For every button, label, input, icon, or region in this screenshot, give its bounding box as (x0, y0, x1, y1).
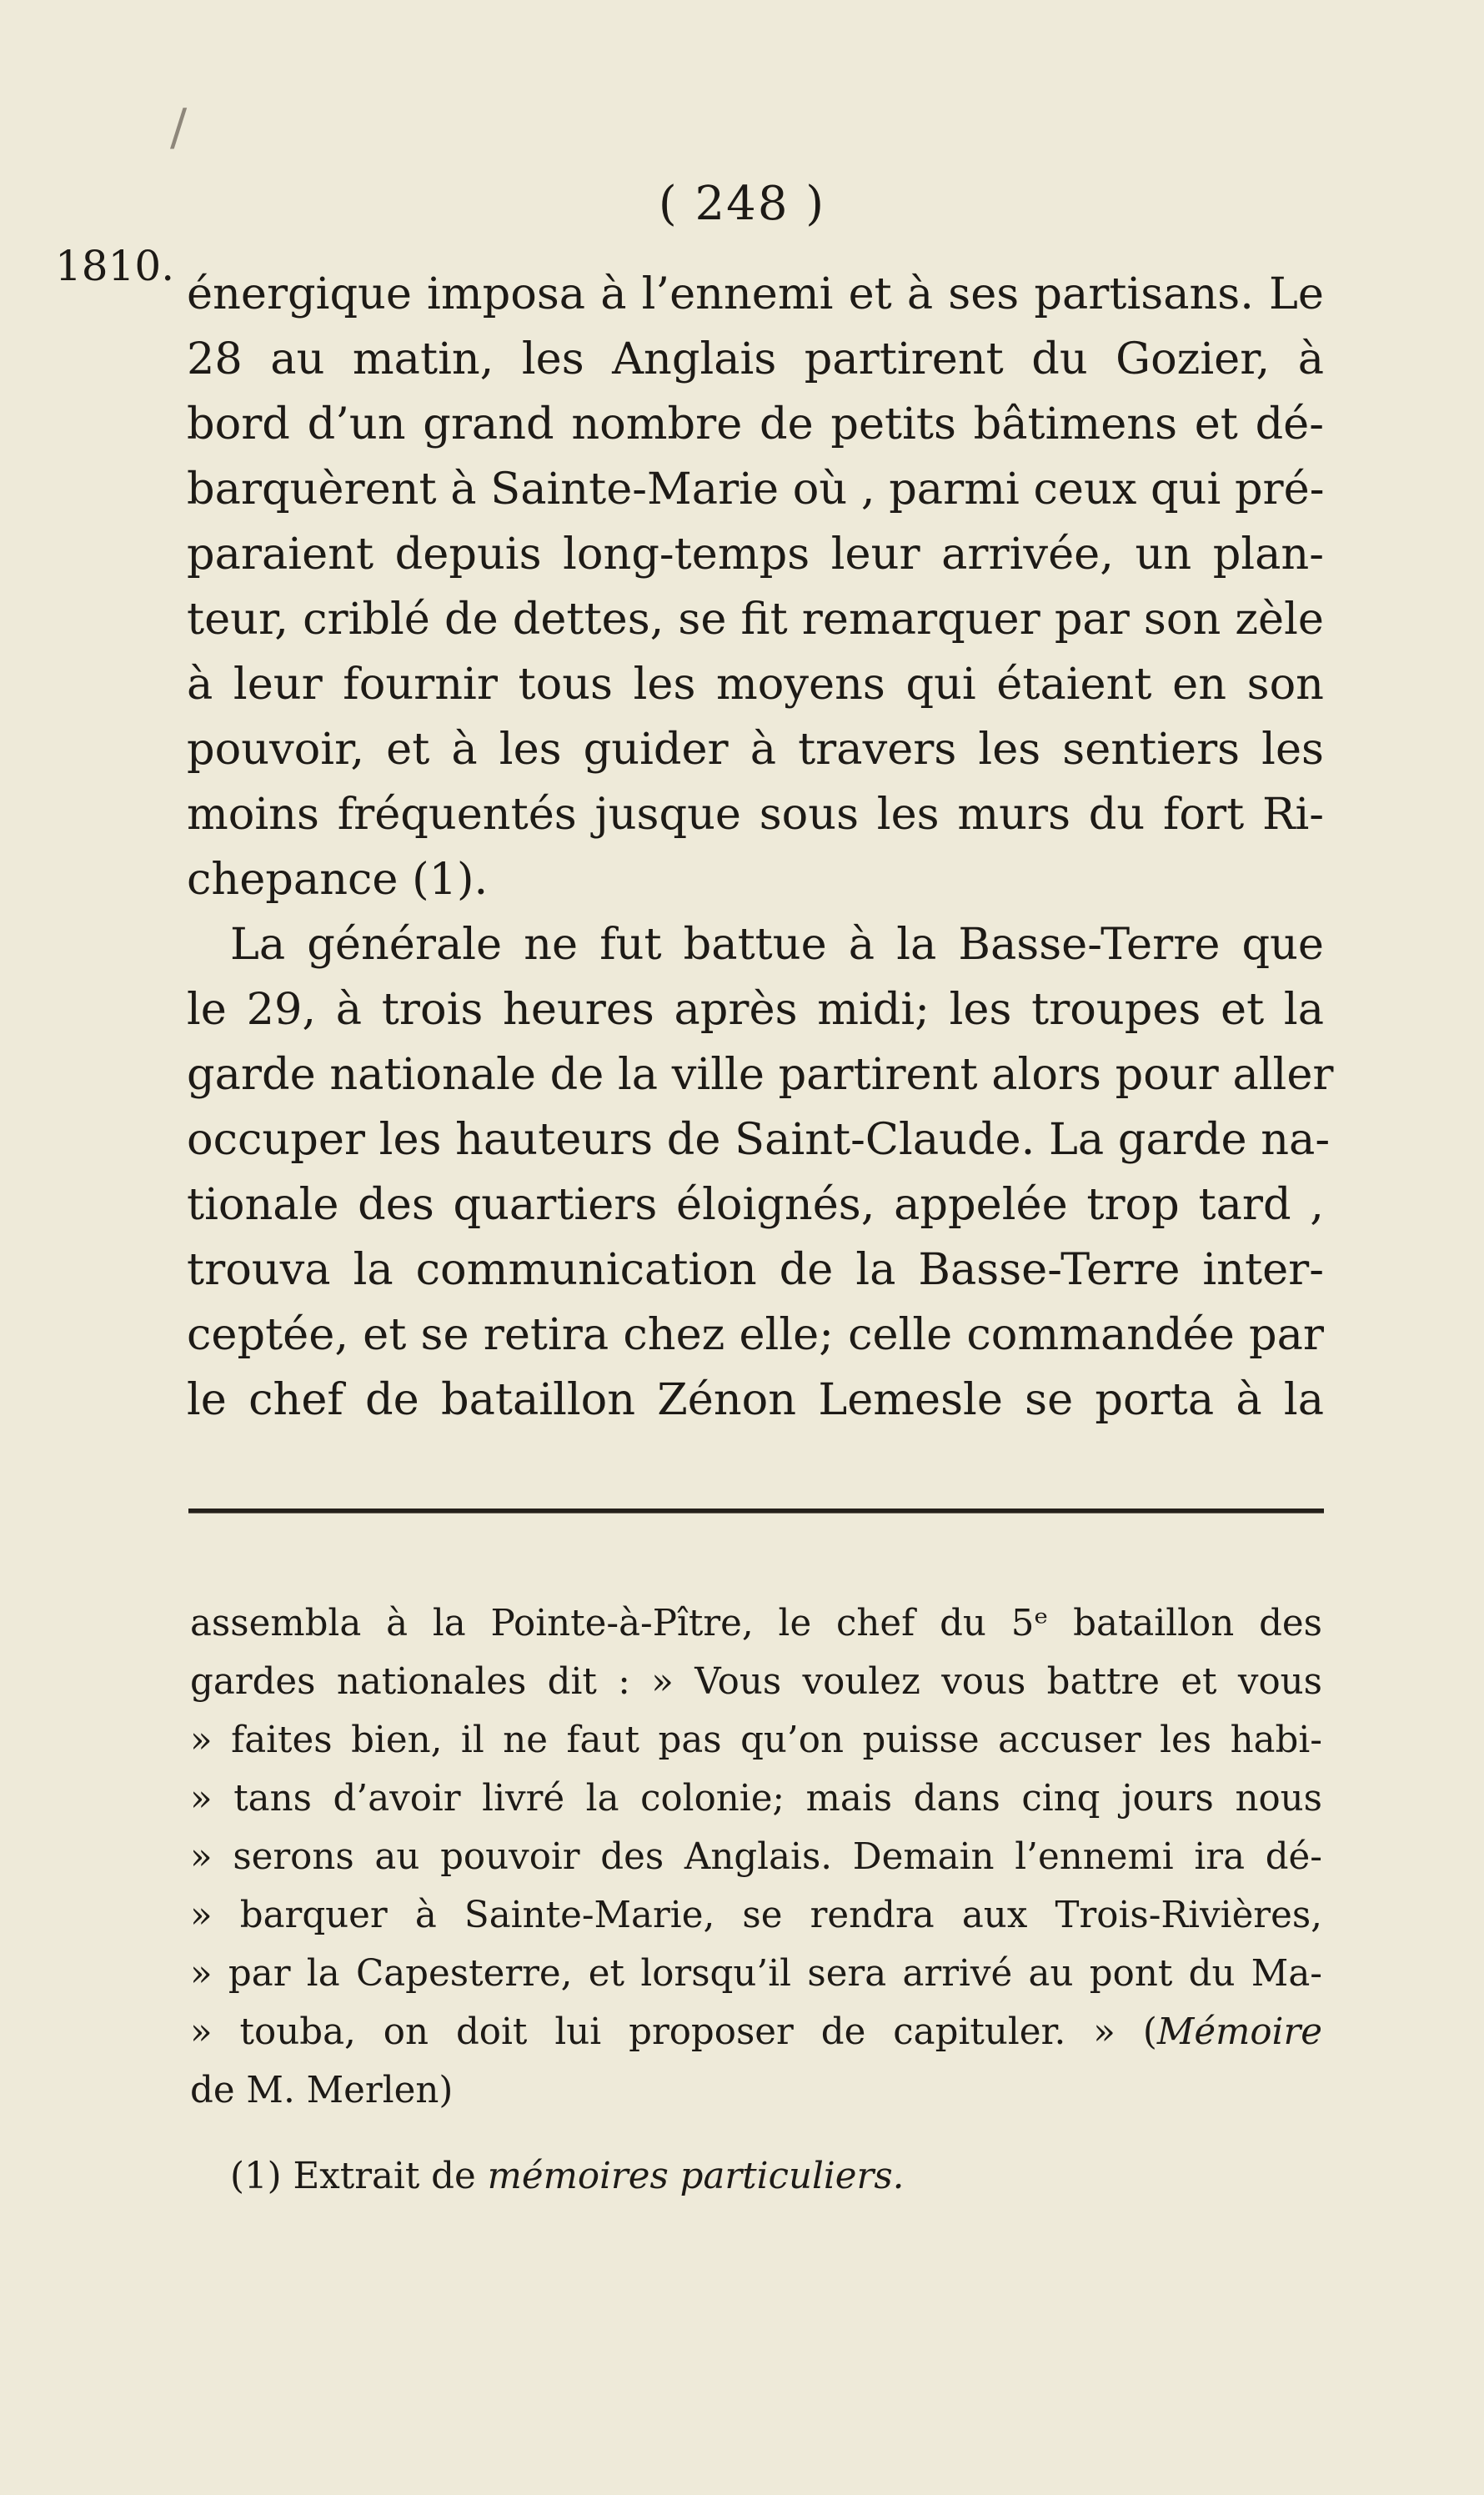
footnote-ref-italic: mémoires particuliers. (487, 2156, 905, 2197)
footnote-reference (230, 2147, 904, 2206)
margin-year: 1810. (55, 242, 175, 290)
body-text (187, 262, 1334, 1433)
footnote-text (190, 1594, 1322, 2120)
body-line: ceptée, et se retira chez elle; celle commandée par (187, 1309, 1324, 1360)
page-number: ( 248 ) (658, 177, 826, 231)
body-line: le chef de bataillon Zénon Lemesle se porta à la (187, 1374, 1324, 1425)
footnote-divider (188, 1509, 1324, 1514)
body-line: tionale des quartiers éloignés, appelée trop tard , (187, 1179, 1324, 1230)
footnote-line-with-citation (190, 2003, 1322, 2061)
body-line: paraient depuis long-temps leur arrivée, un plan- (187, 529, 1324, 580)
body-line: trouva la communication de la Basse-Terre inter- (187, 1244, 1324, 1295)
body-line: moins fréquentés jusque sous les murs du fort Ri- (187, 789, 1324, 840)
footnote-line: assembla à la Pointe-à-Pître, le chef du 5ᵉ bataillon des (190, 1603, 1322, 1644)
body-line: pouvoir, et à les guider à travers les sentiers les (187, 724, 1324, 775)
body-line: La générale ne fut battue à la Basse-Terre que (230, 919, 1324, 970)
footnote-ref-label: (1) Extrait de (230, 2156, 488, 2197)
footnote-line: » tans d’avoir livré la colonie; mais dans cinq jours nous (190, 1778, 1322, 1820)
body-line: teur, criblé de dettes, se fit remarquer par son zèle (187, 594, 1324, 645)
body-line: 28 au matin, les Anglais partirent du Gozier, à (187, 334, 1324, 384)
body-line: à leur fournir tous les moyens qui étaient en son (187, 659, 1324, 710)
pencil-mark: / (170, 98, 188, 157)
footnote-line: » faites bien, il ne faut pas qu’on puisse accuser les habi- (190, 1719, 1322, 1761)
footnote-line: » serons au pouvoir des Anglais. Demain l’ennemi ira dé- (190, 1836, 1322, 1878)
citation-italic: Mémoire (1156, 2011, 1322, 2053)
body-line: occuper les hauteurs de Saint-Claude. La garde na- (187, 1114, 1331, 1165)
footnote-line: gardes nationales dit : » Vous voulez vous battre et vous (190, 1661, 1322, 1703)
footnote-line: » par la Capesterre, et lorsqu’il sera arrivé au pont du Ma- (190, 1953, 1322, 1995)
footnote-line-text: » touba, on doit lui proposer de capituler. » ( (190, 2011, 1157, 2053)
body-line: le 29, à trois heures après midi; les troupes et la (187, 984, 1324, 1035)
body-line: bord d’un grand nombre de petits bâtimens et dé- (187, 399, 1324, 449)
body-line: énergique imposa à l’ennemi et à ses partisans. Le (187, 269, 1324, 319)
footnote-line: » barquer à Sainte-Marie, se rendra aux Trois-Rivières, (190, 1895, 1322, 1936)
body-line: garde nationale de la ville partirent alors pour aller (187, 1049, 1334, 1100)
body-line: barquèrent à Sainte-Marie où , parmi ceux qui pré- (187, 464, 1325, 515)
footnote-line: de M. Merlen) (190, 2070, 454, 2111)
body-line: chepance (1). (187, 854, 489, 905)
